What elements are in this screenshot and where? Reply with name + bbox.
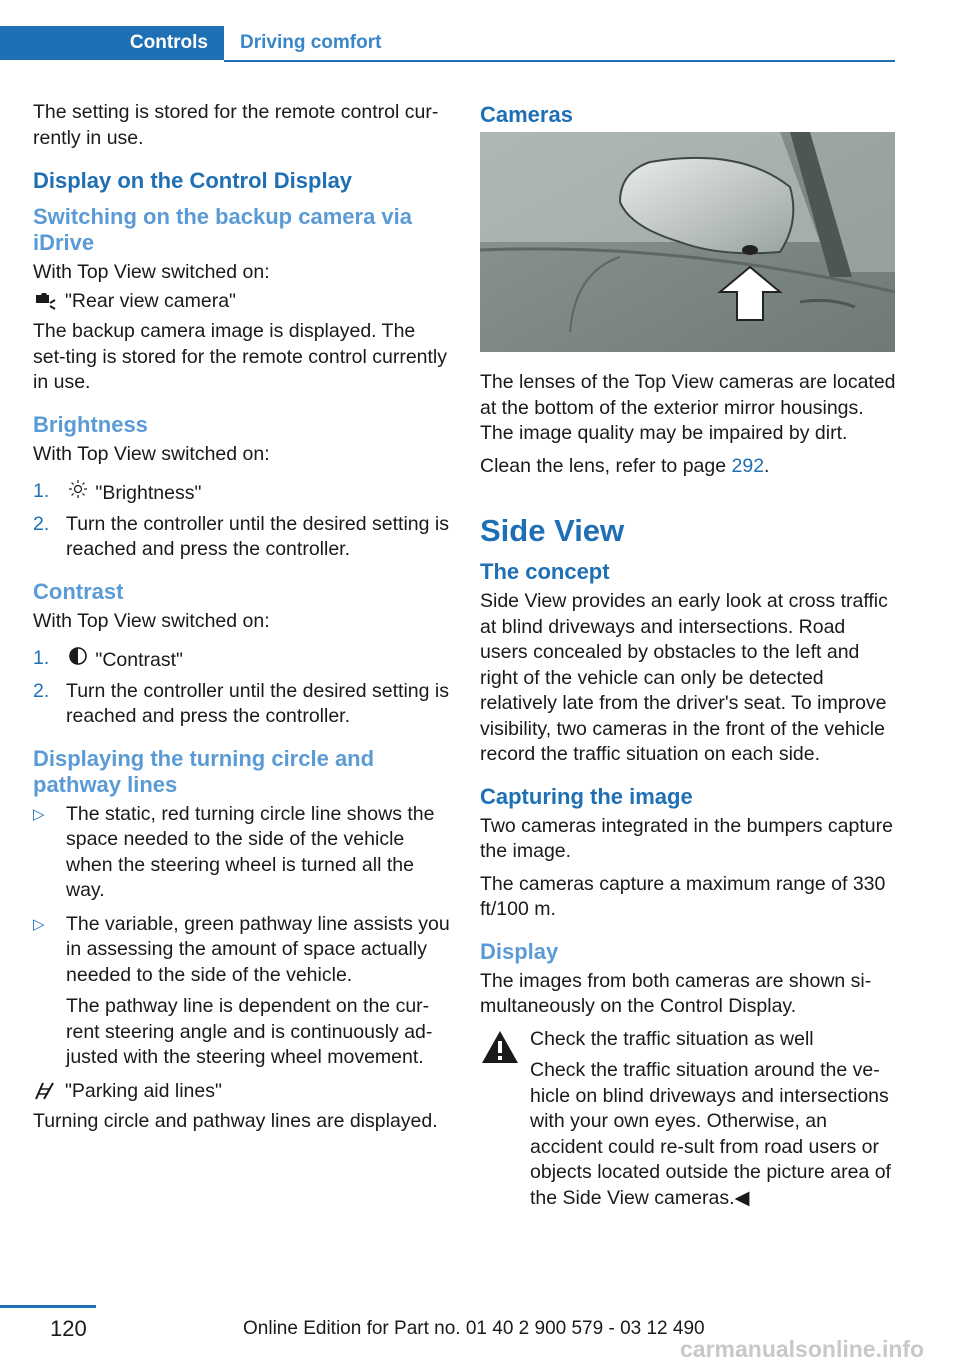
triangle-bullet-icon: ▷ xyxy=(33,805,45,823)
brightness-with-text: With Top View switched on: xyxy=(33,442,270,465)
list-item: ▷ The static, red turning circle line shows the space needed to the side of the vehicle when the steering wheel is turned all the way. xyxy=(33,802,435,901)
list-item: 1. "Contrast" xyxy=(33,647,183,671)
section-tab-controls: Controls xyxy=(0,26,224,60)
list-item: 2. Turn the controller until the desired setting is reached and press the controller. xyxy=(33,679,449,727)
range-description: The cameras capture a maximum range of 330 ft/100 m. xyxy=(480,872,886,920)
page-reference-link[interactable]: 292 xyxy=(731,454,765,477)
section-tab-driving-comfort: Driving comfort xyxy=(240,32,382,53)
backup-description: The backup camera image is displayed. The set‐ting is stored for the remote control currently in use. xyxy=(33,320,448,393)
backup-with-text: With Top View switched on: xyxy=(33,261,270,283)
turning-bullets xyxy=(33,802,453,1071)
list-item: 1. "Brightness" xyxy=(33,480,202,504)
parking-description: Turning circle and pathway lines are displayed. xyxy=(33,1110,438,1132)
brightness-steps xyxy=(33,479,453,563)
contrast-icon xyxy=(66,646,90,666)
warning-block xyxy=(480,1027,898,1212)
triangle-bullet-icon: ▷ xyxy=(33,915,45,933)
heading-side-view: Side View xyxy=(480,513,625,548)
list-item: 2. Turn the controller until the desired setting is reached and press the controller. xyxy=(33,512,449,560)
page-number: 120 xyxy=(50,1316,87,1341)
backup-menu-line xyxy=(33,289,453,315)
right-column xyxy=(480,100,898,1211)
heading-concept: The concept xyxy=(480,559,610,584)
intro-text: The setting is stored for the remote control cur‐rently in use. xyxy=(33,101,439,149)
backup-menu-label: "Rear view camera" xyxy=(65,289,236,312)
page-number-rule xyxy=(0,1305,96,1308)
warning-icon xyxy=(480,1029,520,1065)
heading-turning-circle: Displaying the turning circle and pathway lines xyxy=(33,745,375,797)
concept-description: Side View provides an early look at cross traffic at blind driveways and intersections. Road users concealed by obstacles to the left and right of the vehicle can only be detected relatively late from the driver's seat. To improve visibility, two cameras in the front of the vehicle record the traffic situation on each side. xyxy=(480,590,888,765)
display-description: The images from both cameras are shown si‐multaneously on the Control Display. xyxy=(480,969,872,1017)
footer-edition: Online Edition for Part no. 01 40 2 900 579 - 03 12 490 xyxy=(243,1318,705,1339)
parking-lines-icon xyxy=(33,1081,57,1101)
heading-backup-camera: Switching on the backup camera via iDrive xyxy=(33,204,412,255)
header-rule xyxy=(224,60,895,62)
heading-display-side: Display xyxy=(480,938,559,964)
sun-icon xyxy=(66,479,90,499)
contrast-with-text: With Top View switched on: xyxy=(33,609,270,632)
header-bar xyxy=(0,26,895,62)
warning-text: Check the traffic situation around the ve‐hicle on blind driveways and intersections with your own eyes. Otherwise, an accident could re‐sult from road users or objects located outside the picture area of the Side View cameras.◀ xyxy=(530,1059,891,1209)
heading-display: Display on the Control Display xyxy=(33,168,353,193)
rear-camera-icon xyxy=(33,291,57,311)
clean-lens-text: Clean the lens, refer to page 292. xyxy=(480,454,770,477)
parking-menu-label: "Parking aid lines" xyxy=(65,1079,222,1102)
heading-brightness: Brightness xyxy=(33,411,148,437)
heading-cameras: Cameras xyxy=(480,102,573,127)
list-item: ▷ The variable, green pathway line assists you in assessing the amount of space actually needed to the side of the vehicle. The pathway line is dependent on the cur‐rent steering angle and is continuously ad‐justed with the steering wheel movement. xyxy=(33,912,453,1071)
left-column xyxy=(33,100,453,1142)
heading-contrast: Contrast xyxy=(33,578,124,604)
mirror-camera-photo xyxy=(480,132,895,352)
cameras-description: The lenses of the Top View cameras are located at the bottom of the exterior mirror housings. The image quality may be impaired by dirt. xyxy=(480,371,896,444)
heading-capturing: Capturing the image xyxy=(480,783,693,809)
warning-title: Check the traffic situation as well xyxy=(530,1027,814,1050)
contrast-steps xyxy=(33,646,453,730)
parking-menu-line xyxy=(33,1079,453,1105)
capture-description: Two cameras integrated in the bumpers capture the image. xyxy=(480,814,893,862)
watermark: carmanualsonline.info xyxy=(680,1336,925,1362)
bullet-sub-text: The pathway line is dependent on the cur‐rent steering angle and is continuously ad‐justed with the steering wheel movement. xyxy=(66,995,433,1068)
